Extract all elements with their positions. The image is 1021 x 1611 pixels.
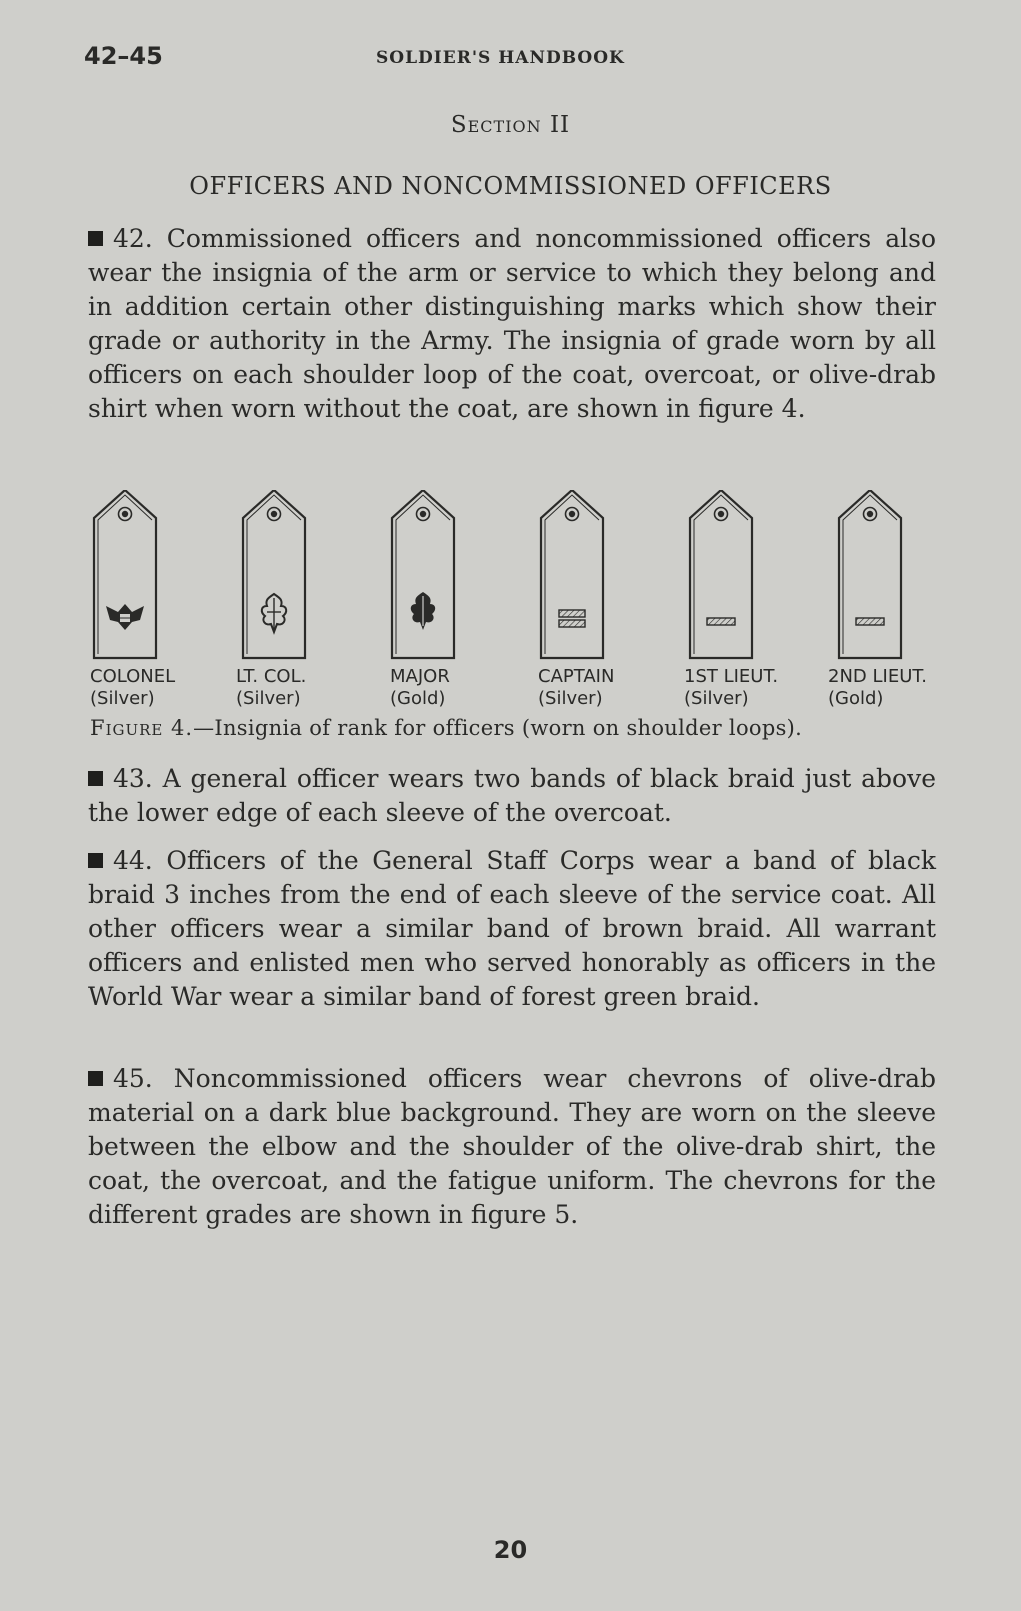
single-bar-icon — [856, 618, 884, 625]
two-bars-icon — [559, 610, 585, 627]
paragraph-number: 43. — [113, 764, 153, 793]
oak-leaf-icon — [262, 594, 286, 632]
rank-metal: (Silver) — [538, 688, 603, 709]
paragraph-number: 42. — [113, 224, 153, 253]
paragraph-number: 45. — [113, 1064, 153, 1093]
paragraph-marker-icon — [88, 1071, 103, 1086]
colonel-shoulder-loop — [94, 490, 156, 658]
insignia-label-lt-col — [236, 666, 306, 710]
insignia-drawing — [86, 490, 946, 710]
rank-name: 1ST LIEUT. — [684, 666, 779, 687]
paragraph-text: A general officer wears two bands of black braid just above the lower edge of each sleeve of the overcoat. — [88, 764, 936, 827]
single-bar-icon — [707, 618, 735, 625]
insignia-label-second-lieut — [828, 666, 927, 710]
rank-name: COLONEL — [90, 666, 176, 687]
insignia-label-major — [390, 666, 450, 710]
paragraph-43 — [88, 762, 936, 830]
paragraph-text: Noncommissioned officers wear chevrons of olive-drab material on a dark blue background. They are worn on the sleeve between the elbow and the shoulder of the olive-drab shirt, the coat, the overcoat, and the fatigue uniform. The chevrons for the different grades are shown in figure 5. — [88, 1064, 936, 1229]
rank-metal: (Gold) — [828, 688, 884, 709]
paragraph-marker-icon — [88, 771, 103, 786]
section-label: Section II — [450, 112, 571, 138]
rank-name: MAJOR — [390, 666, 450, 687]
paragraph-marker-icon — [88, 853, 103, 868]
page-range: 42–45 — [84, 42, 163, 70]
book-title: SOLDIER'S HANDBOOK — [376, 48, 625, 68]
rank-name: 2ND LIEUT. — [828, 666, 927, 687]
eagle-icon — [106, 604, 144, 630]
figure-caption — [90, 716, 950, 740]
page-number: 20 — [493, 1536, 528, 1564]
insignia-label-colonel — [90, 666, 175, 710]
oak-leaf-icon — [411, 592, 435, 630]
paragraph-marker-icon — [88, 231, 103, 246]
caption-label: Figure 4. — [90, 716, 194, 740]
paragraph-45 — [88, 1062, 936, 1232]
paragraph-44 — [88, 844, 936, 1014]
paragraph-42 — [88, 222, 936, 426]
paragraph-text: Officers of the General Staff Corps wear a band of black braid 3 inches from the end of each sleeve of the service coat. All other officers wear a similar band of brown braid. All warrant officers and enlisted men who served honorably as officers in the World War wear a similar band of forest green braid. — [88, 846, 936, 1011]
insignia-label-first-lieut — [684, 666, 778, 710]
paragraph-number: 44. — [113, 846, 153, 875]
rank-metal: (Silver) — [90, 688, 155, 709]
major-shoulder-loop — [392, 490, 454, 658]
running-head — [84, 42, 934, 76]
section-title: OFFICERS AND NONCOMMISSIONED OFFICERS — [189, 172, 832, 200]
second-lieut-shoulder-loop — [839, 490, 901, 658]
caption-text: —Insignia of rank for officers (worn on shoulder loops). — [193, 716, 803, 740]
paragraph-text: Commissioned officers and noncommissioned officers also wear the insignia of the arm or service to which they belong and in addition certain other distinguishing marks which show their grade or authority in the Army. The insignia of grade worn by all officers on each shoulder loop of the coat, overcoat, or olive-drab shirt when worn without the coat, are shown in figure 4. — [88, 224, 936, 423]
insignia-label-captain — [538, 666, 614, 710]
rank-name: CAPTAIN — [538, 666, 615, 687]
rank-metal: (Silver) — [236, 688, 301, 709]
captain-shoulder-loop — [541, 490, 603, 658]
rank-name: LT. COL. — [236, 666, 307, 687]
lt-col-shoulder-loop — [243, 490, 305, 658]
rank-metal: (Gold) — [390, 688, 446, 709]
figure-4 — [86, 490, 946, 710]
rank-metal: (Silver) — [684, 688, 749, 709]
first-lieut-shoulder-loop — [690, 490, 752, 658]
